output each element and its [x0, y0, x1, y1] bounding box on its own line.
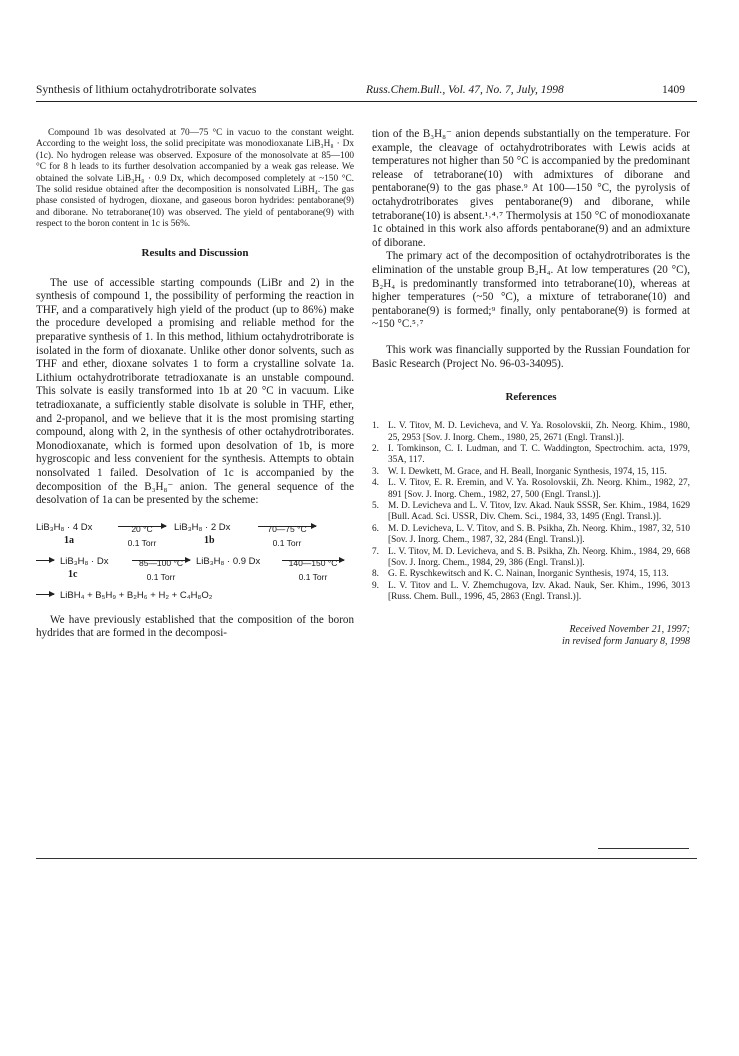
experimental-paragraph: Compound 1b was desolvated at 70—75 °C in vacuo to the constant weight. According to the weight loss, the solid precipitate was monodioxanate LiB₃H₈ · Dx (1c). No hydrogen release was observed. Exposure of the monosolvate at 85—100 °C for 8 h leads to its further desolvation accompanied by a weak gas release. We obtained the solvate LiB₃H₈ · 0.9 Dx, which decomposed completely at ~150 °C. The solid residue obtained after the decomposition is nonsolvated LiBH₄. The gas phase consisted of hydrogen, dioxane, and gaseous boron hydrides: pentaborane(9) and diborane. No tetraborane(10) was observed. The yield of pentaborane(9) with respect to the boron content in 1c is 56%. [36, 128, 354, 230]
scheme-line-2 [36, 550, 354, 584]
discussion-paragraph: The primary act of the decomposition of octahydrotriborates is the elimination of the unstable group B₂H₄. At low temperatures (20 °C), B₂H₄ is predominantly transformed into tetraborane(10), whereas at higher temperatures (~50 °C), a mixture of tetraborane(10) and pentaborane(9) is formed;⁹ finally, only pentaborane(9) is formed at ~150 °C.⁵˒⁷ [372, 250, 690, 331]
footer-rule [36, 858, 697, 859]
reference-item [372, 569, 690, 580]
reference-number: 8. [372, 569, 379, 580]
reference-text: L. V. Titov and L. V. Zhemchugova, Izv. Akad. Nauk, Ser. Khim., 1996, 3013 [Russ. Chem. Bull., 1996, 45, 2863 (Engl. Transl.)]. [388, 580, 690, 603]
reference-number: 4. [372, 478, 379, 489]
continuation-arrow [36, 560, 54, 561]
continuation-arrow [36, 594, 54, 595]
scheme-products: LiBH₄ + B₅H₉ + B₂H₆ + H₂ + C₄H₈O₂ [60, 589, 213, 601]
reference-number: 6. [372, 523, 379, 534]
running-header [36, 83, 697, 102]
arrow-condition: 0.1 Torr [298, 571, 328, 582]
reference-item [372, 524, 690, 547]
section-heading: Results and Discussion [141, 246, 249, 259]
scheme-label-1a: 1a [64, 534, 74, 546]
scheme-species-1a: LiB₃H₈ · 4 Dx [36, 521, 93, 533]
reaction-arrow [132, 557, 190, 582]
acknowledgment: This work was financially supported by the Russian Foundation for Basic Research (Project No. 96-03-34095). [372, 343, 690, 370]
scheme-line-3 [36, 584, 354, 606]
reference-text: I. Tomkinson, C. I. Ludman, and T. C. Waddington, Spectrochim. acta, 1979, 35A, 117. [388, 443, 690, 466]
arrow-condition: 0.1 Torr [146, 571, 176, 582]
arrow-condition: 85—100 °C [138, 557, 184, 568]
received-date [372, 624, 690, 649]
page-number: 1409 [662, 84, 685, 96]
scheme-label-1c: 1c [68, 568, 78, 580]
reference-number: 9. [372, 580, 379, 591]
received-line: Received November 21, 1997; [569, 623, 690, 635]
arrow-condition: 140—150 °C [288, 557, 338, 568]
reference-number: 3. [372, 466, 379, 477]
discussion-continuation: tion of the B₃H₈⁻ anion depends substantially on the temperature. For example, the cleavage of octahydrotriborates with Lewis acids at temperatures not higher than 50 °C is accompanied by the predominant release of tetraborane(10) with admixtures of diborane and pentaborane(9) to the gas phase.⁹ At 100—150 °C, the pyrolysis of octahydrotriborates gives pentaborane(9) and diborane, while tetraborane(10) is absent.¹˒⁴˒⁷ Thermolysis at 150 °C of monodioxanate 1c obtained in this work also affords pentaborane(9) and an admixture of diborane. [372, 128, 690, 249]
running-title: Synthesis of lithium octahydrotriborate solvates [36, 84, 257, 96]
arrow-condition: 70—75 °C [267, 523, 307, 534]
reference-number: 2. [372, 443, 379, 454]
discussion-paragraph-end: We have previously established that the composition of the boron hydrides that are formed in the decomposi- [36, 613, 354, 640]
right-column [372, 128, 690, 649]
reference-item [372, 478, 690, 501]
reference-item [372, 581, 690, 604]
reference-list [372, 421, 690, 604]
reference-item [372, 421, 690, 444]
left-column [36, 128, 354, 641]
reference-item [372, 501, 690, 524]
reference-number: 7. [372, 546, 379, 557]
reference-item [372, 467, 690, 478]
reference-number: 5. [372, 500, 379, 511]
arrow-condition: 0.1 Torr [272, 537, 302, 548]
reference-text: G. E. Ryschkewitsch and K. C. Nainan, Inorganic Synthesis, 1974, 15, 113. [388, 569, 669, 580]
scheme-species-1c: LiB₃H₈ · Dx [60, 555, 109, 567]
reaction-arrow [118, 523, 166, 548]
reference-text: M. D. Levicheva and L. V. Titov, Izv. Akad. Nauk SSSR, Ser. Khim., 1984, 1629 [Bull. Acad. Sci. USSR, Div. Chem. Sci., 1984, 33, 1495 (Engl. Transl.)]. [388, 500, 690, 523]
arrow-condition: 0.1 Torr [127, 537, 157, 548]
divider-short [598, 848, 689, 849]
reference-text: L. V. Titov, M. D. Levicheva, and V. Ya. Rosolovskii, Zh. Neorg. Khim., 1980, 25, 2953 [Sov. J. Inorg. Chem., 1980, 25, 2671 (Engl. Transl.)]. [388, 421, 690, 443]
arrow-condition: 20 °C [131, 523, 153, 534]
desolvation-scheme [36, 516, 354, 606]
reference-text: M. D. Levicheva, L. V. Titov, and S. B. Psikha, Zh. Neorg. Khim., 1987, 32, 510 [Sov. J. Inorg. Chem., 1987, 32, 284 (Engl. Transl.)]. [388, 523, 690, 546]
references-heading: References [505, 391, 557, 404]
revised-line: in revised form January 8, 1998 [562, 636, 690, 648]
scheme-species-partial: LiB₃H₈ · 0.9 Dx [196, 555, 261, 567]
journal-citation: Russ.Chem.Bull., Vol. 47, No. 7, July, 1998 [366, 84, 564, 96]
reference-item [372, 547, 690, 570]
scheme-species-1b: LiB₃H₈ · 2 Dx [174, 521, 231, 533]
reference-text: W. I. Dewkett, M. Grace, and H. Beall, Inorganic Synthesis, 1974, 15, 115. [388, 466, 667, 477]
scheme-line-1 [36, 516, 354, 550]
scheme-label-1b: 1b [204, 534, 215, 546]
reaction-arrow [258, 523, 316, 548]
discussion-paragraph: The use of accessible starting compounds (LiBr and 2) in the synthesis of compound 1, the possibility of performing the reaction in THF, and a comparatively high yield of the product (up to 86%) make the procedure developed a promising and reliable method for the preparative synthesis of 1. In this method, lithium octahydrotriborate is isolated in the form of dioxanate. Unlike other donor solvents, such as THF and ether, dioxane solvates 1 to form a crystalline solvate 1a. Lithium octahydrotriborate tetradioxanate is an unstable compound. This solvate is easily transformed into 1b at 20 °C in vacuum. Like tetradioxanate, a sufficiently stable disolvate is soluble in THF, ether, and 2-propanol, and we believe that it is the most promising starting compound, along with 2, in the synthesis of other octahydrotriborates. Monodioxanate, which is formed upon desolvation of 1b, is more hygroscopic and less convenient for the synthesis. Attempts to obtain nonsolvated 1 failed. Desolvation of 1c is accompanied by the decomposition of the B₃H₈⁻ anion. The general sequence of the desolvation of 1a can be presented by the scheme: [36, 276, 354, 507]
reaction-arrow [282, 557, 344, 582]
reference-item [372, 444, 690, 467]
reference-text: L. V. Titov, M. D. Levicheva, and S. B. Psikha, Zh. Neorg. Khim., 1984, 29, 668 [Sov. J. Inorg. Chem., 1984, 29, 386 (Engl. Transl.)]. [388, 546, 690, 568]
reference-text: L. V. Titov, E. R. Eremin, and V. Ya. Rosolovskii, Zh. Neorg. Khim., 1982, 27, 891 [Sov. J. Inorg. Chem., 1982, 27, 500 (Engl. Transl.)]. [388, 478, 690, 500]
reference-number: 1. [372, 421, 379, 432]
